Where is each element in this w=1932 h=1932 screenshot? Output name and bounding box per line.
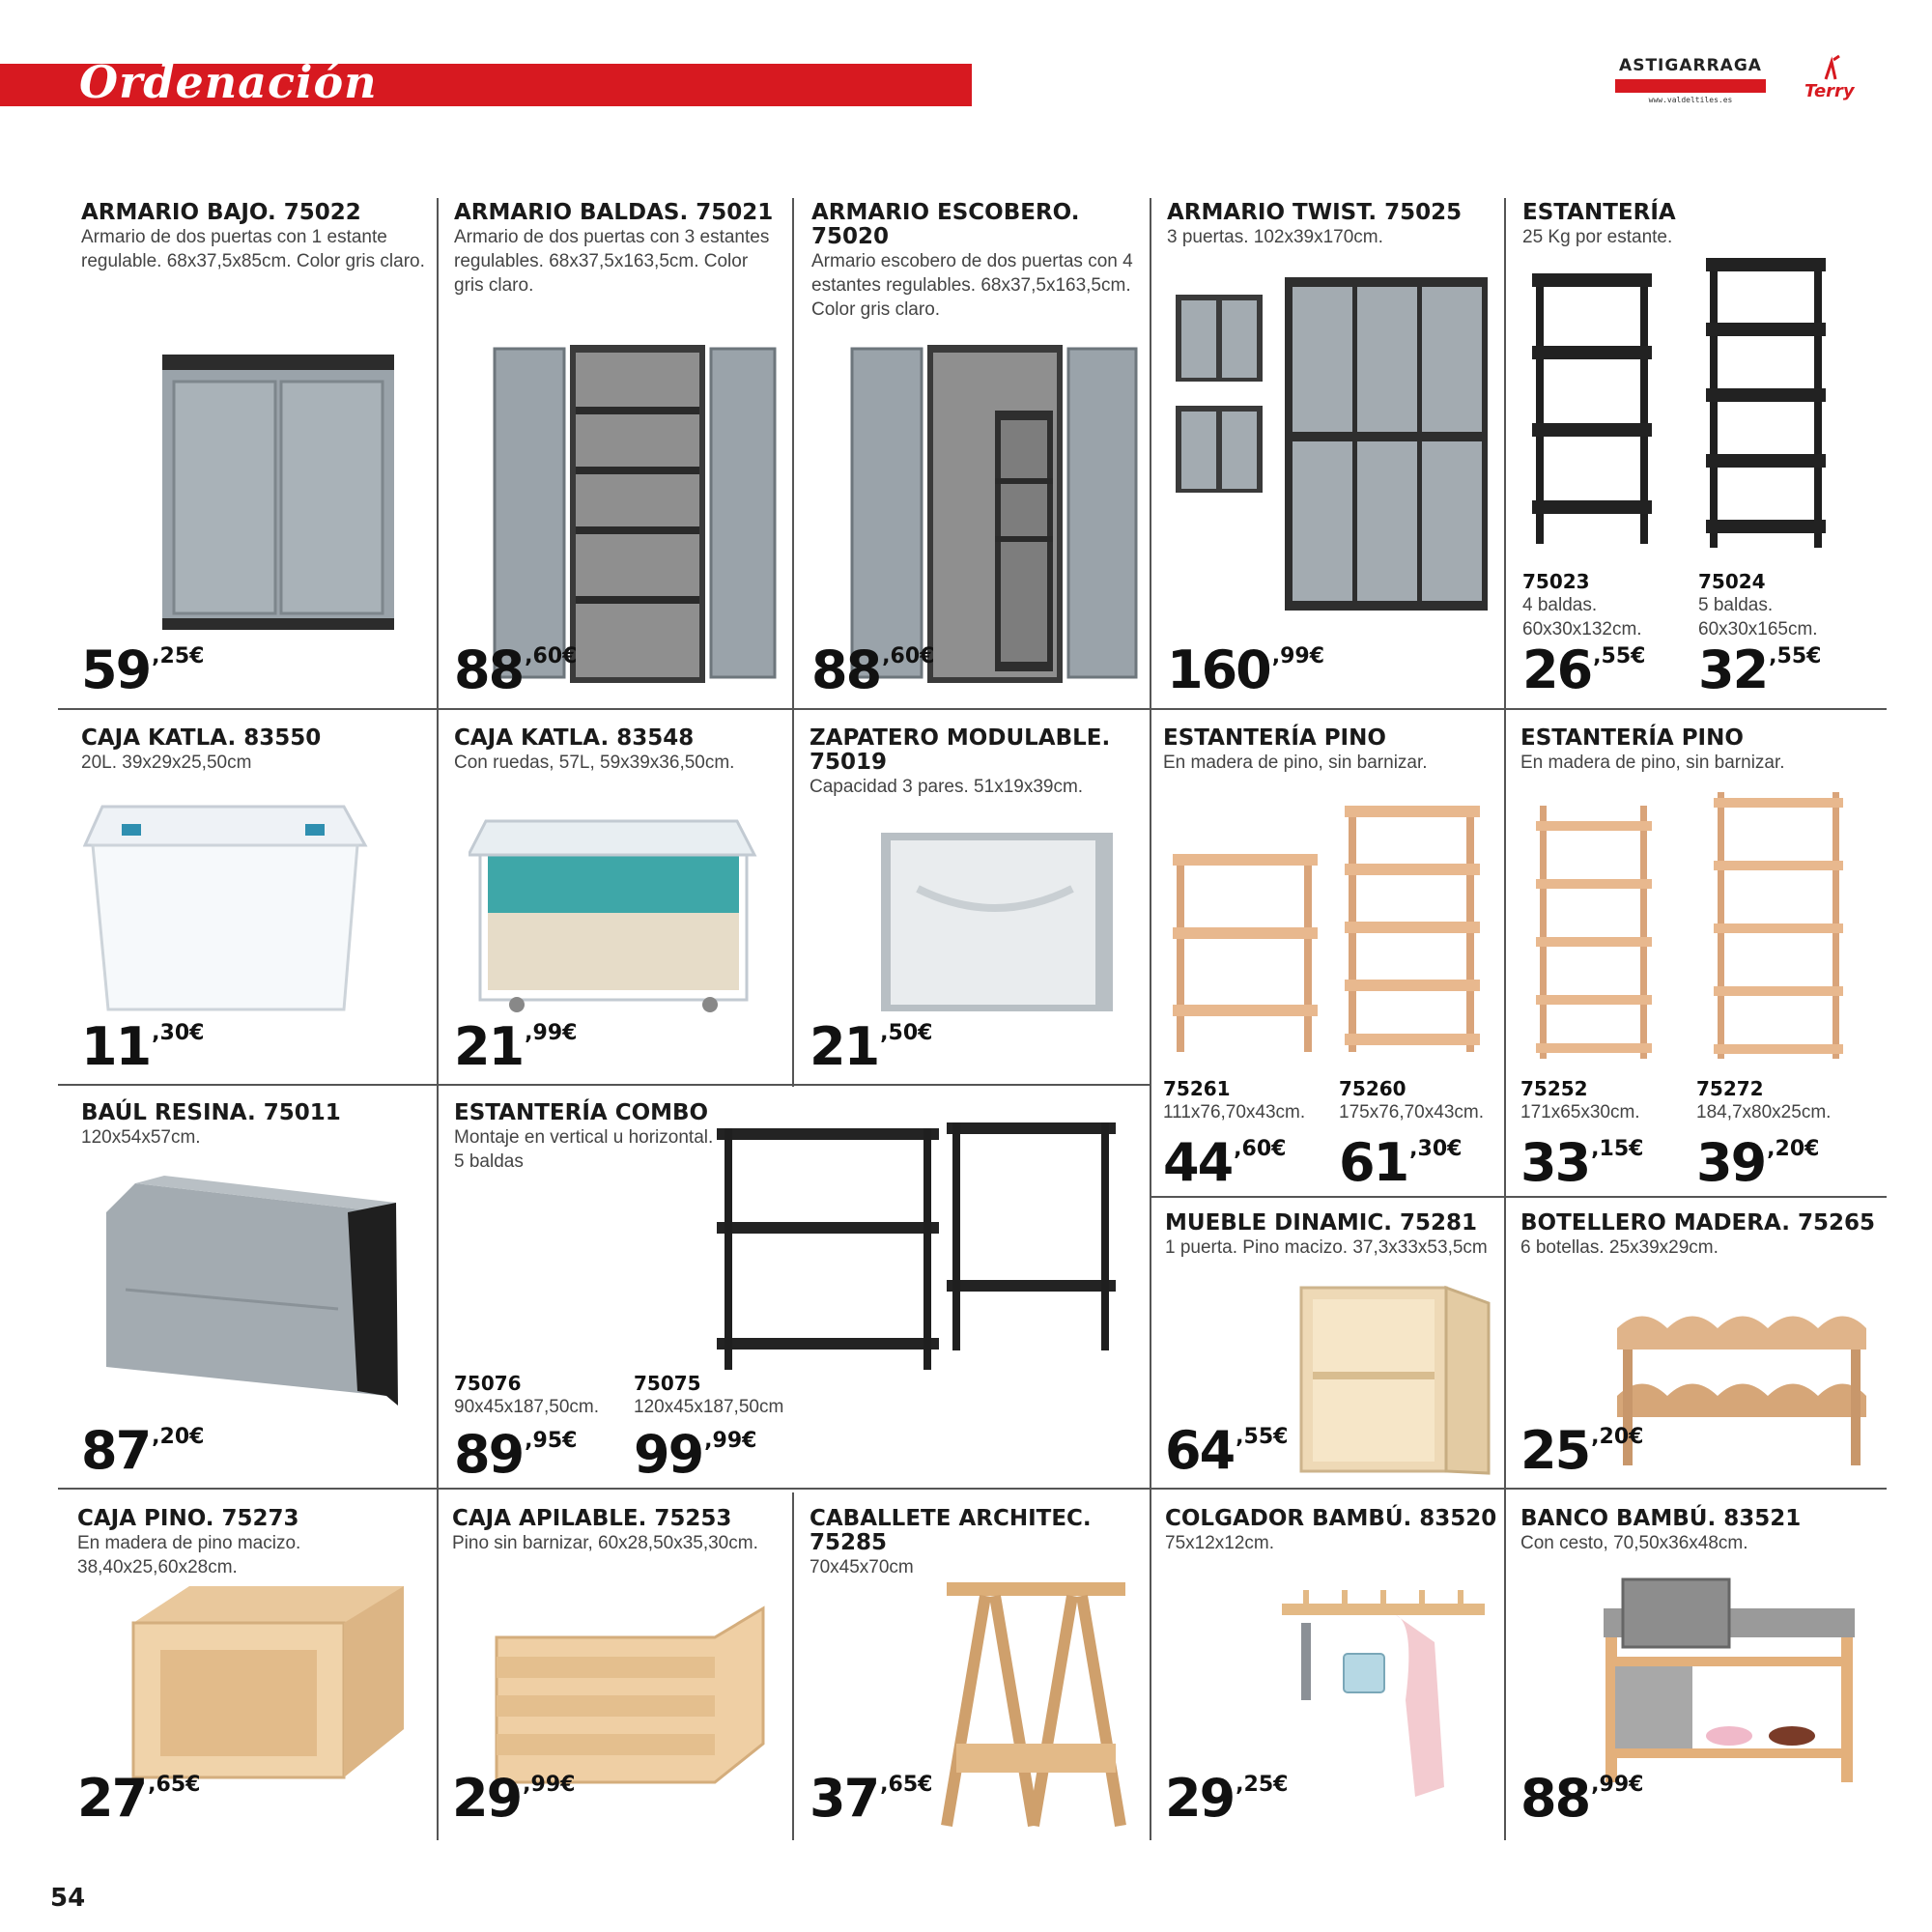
product-description: Con ruedas, 57L, 59x39x36,50cm. <box>454 753 735 773</box>
product-description: 1 puerta. Pino macizo. 37,3x33x53,5cm <box>1165 1237 1488 1258</box>
product-description: Capacidad 3 pares. 51x19x39cm. <box>810 777 1084 797</box>
cabinet-low-image <box>155 343 401 638</box>
product-price: 21,99€ <box>454 1016 578 1077</box>
product-description: Pino sin barnizar, 60x28,50x35,30cm. <box>452 1533 758 1553</box>
shoe-rack-image <box>879 831 1116 1014</box>
product-title: CAJA KATLA. 83548 <box>454 725 695 751</box>
product-title: ESTANTERÍA PINO <box>1163 725 1386 751</box>
product-mueble-dinamic[interactable] <box>1165 1211 1498 1260</box>
variant-75075: 75075 120x45x187,50cm <box>634 1372 784 1417</box>
product-title: MUEBLE DINAMIC. 75281 <box>1165 1210 1477 1236</box>
brand-logo-astigarraga <box>1615 56 1766 104</box>
product-title: ARMARIO ESCOBERO. 75020 <box>811 200 1080 249</box>
cabinet-twist-image <box>1174 275 1492 633</box>
product-price: 59,25€ <box>81 639 205 700</box>
product-description: En madera de pino, sin barnizar. <box>1163 753 1428 773</box>
product-title: CABALLETE ARCHITEC. 75285 <box>810 1506 1092 1555</box>
product-armario-twist[interactable] <box>1167 201 1495 249</box>
product-price: 88,60€ <box>811 639 935 700</box>
product-description: 25 Kg por estante. <box>1522 227 1673 247</box>
grid-divider <box>58 1084 1150 1086</box>
bamboo-bench-image <box>1594 1570 1869 1787</box>
stackable-crate-image <box>493 1599 773 1787</box>
product-description: 6 botellas. 25x39x29cm. <box>1520 1237 1719 1258</box>
grid-divider <box>58 708 1887 710</box>
product-description: 120x54x57cm. <box>81 1127 201 1148</box>
pine-shelf-narrow-image <box>1534 802 1655 1063</box>
plastic-shelf-4-image <box>1526 269 1662 558</box>
product-title: CAJA APILABLE. 75253 <box>452 1506 732 1531</box>
grid-divider <box>1150 198 1151 1840</box>
product-title: ARMARIO TWIST. 75025 <box>1167 200 1463 225</box>
variant-75023: 75023 4 baldas. 60x30x132cm. <box>1522 570 1642 639</box>
product-title: BANCO BAMBÚ. 83521 <box>1520 1506 1802 1531</box>
grid-divider <box>437 198 439 1840</box>
product-armario-bajo[interactable] <box>81 201 429 273</box>
product-price: 88,99€ <box>1520 1768 1644 1829</box>
grid-divider <box>1504 198 1506 1840</box>
resin-chest-image <box>97 1174 401 1415</box>
pine-shelf-wide-image <box>1712 788 1847 1064</box>
product-price: 88,60€ <box>454 639 578 700</box>
product-description: Armario de dos puertas con 1 estante regulable. 68x37,5x85cm. Color gris claro. <box>81 227 425 271</box>
product-caja-katla-83548[interactable] <box>454 726 782 775</box>
cabinet-broom-image <box>850 343 1140 691</box>
plastic-shelf-5-image <box>1700 253 1835 554</box>
product-price: 27,65€ <box>77 1768 201 1829</box>
product-price: 33,15€ <box>1520 1132 1644 1193</box>
variant-75252: 75252 171x65x30cm. <box>1520 1077 1640 1122</box>
product-armario-escobero[interactable] <box>811 201 1140 322</box>
product-price: 61,30€ <box>1339 1132 1463 1193</box>
product-price: 26,55€ <box>1522 639 1646 700</box>
product-caja-apilable[interactable] <box>452 1507 785 1555</box>
product-title: ESTANTERÍA PINO <box>1520 725 1744 751</box>
product-price: 11,30€ <box>81 1016 205 1077</box>
grid-divider <box>792 198 794 1087</box>
product-botellero[interactable] <box>1520 1211 1878 1260</box>
product-estanteria-pino-1[interactable] <box>1163 726 1496 775</box>
brand-name: ASTIGARRAGA <box>1619 56 1762 75</box>
product-banco[interactable] <box>1520 1507 1878 1555</box>
wine-rack-image <box>1613 1299 1869 1473</box>
product-description: En madera de pino macizo. 38,40x25,60x28cm. <box>77 1533 301 1577</box>
product-price: 29,25€ <box>1165 1768 1289 1829</box>
product-baul-resina[interactable] <box>81 1101 429 1150</box>
product-title: ESTANTERÍA COMBO <box>454 1100 709 1125</box>
product-description: Armario escobero de dos puertas con 4 estantes regulables. 68x37,5x163,5cm. Color gris claro. <box>811 251 1133 320</box>
product-title: ESTANTERÍA <box>1522 200 1676 225</box>
product-armario-baldas[interactable] <box>454 201 782 298</box>
bamboo-hanger-image <box>1280 1584 1488 1806</box>
product-caja-katla-83550[interactable] <box>81 726 429 775</box>
product-price: 37,65€ <box>810 1768 933 1829</box>
product-description: 70x45x70cm <box>810 1557 914 1577</box>
cabinet-shelves-image <box>493 343 778 686</box>
product-title: ARMARIO BAJO. 75022 <box>81 200 361 225</box>
product-colgador[interactable] <box>1165 1507 1498 1555</box>
product-description: 75x12x12cm. <box>1165 1533 1275 1553</box>
pine-shelf-short-image <box>1169 850 1323 1058</box>
product-title: BOTELLERO MADERA. 75265 <box>1520 1210 1875 1236</box>
page-number: 54 <box>50 1884 86 1913</box>
product-price: 29,99€ <box>452 1768 576 1829</box>
product-price: 39,20€ <box>1696 1132 1820 1193</box>
grid-divider <box>792 1492 794 1840</box>
variant-75260: 75260 175x76,70x43cm. <box>1339 1077 1484 1122</box>
brand-logo-terry <box>1797 54 1864 102</box>
product-title: BAÚL RESINA. 75011 <box>81 1100 341 1125</box>
pine-shelf-tall-image <box>1341 802 1486 1058</box>
product-description: 3 puertas. 102x39x170cm. <box>1167 227 1383 247</box>
variant-75076: 75076 90x45x187,50cm. <box>454 1372 599 1417</box>
product-price: 64,55€ <box>1165 1420 1289 1481</box>
product-caballete[interactable] <box>810 1507 1143 1579</box>
variant-75024: 75024 5 baldas. 60x30x165cm. <box>1698 570 1818 639</box>
product-description: Con cesto, 70,50x36x48cm. <box>1520 1533 1748 1553</box>
pine-cabinet-image <box>1299 1280 1492 1478</box>
brand-bar <box>1615 79 1766 93</box>
grid-divider <box>1150 1196 1887 1198</box>
product-price: 99,99€ <box>634 1424 757 1485</box>
terry-logo-icon <box>1797 54 1864 83</box>
product-price: 160,99€ <box>1167 639 1325 700</box>
grid-divider <box>58 1488 1887 1490</box>
product-price: 44,60€ <box>1163 1132 1287 1193</box>
product-estanteria[interactable] <box>1522 201 1880 249</box>
product-description: 20L. 39x29x25,50cm <box>81 753 252 773</box>
product-title: CAJA KATLA. 83550 <box>81 725 322 751</box>
brand-url: www.valdeltiles.es <box>1648 96 1733 104</box>
variant-75272: 75272 184,7x80x25cm. <box>1696 1077 1832 1122</box>
trestle-image <box>927 1575 1140 1831</box>
product-estanteria-pino-2[interactable] <box>1520 726 1878 775</box>
storage-box-wheels-image <box>469 802 758 1019</box>
product-price: 25,20€ <box>1520 1420 1644 1481</box>
combo-shelf-image <box>715 1121 1121 1377</box>
product-caja-pino[interactable] <box>77 1507 430 1579</box>
product-title: ARMARIO BALDAS. 75021 <box>454 200 774 225</box>
product-estanteria-combo[interactable] <box>454 1101 715 1174</box>
product-price: 89,95€ <box>454 1424 578 1485</box>
brand-terry-text: Terry <box>1804 81 1855 101</box>
pine-crate-image <box>131 1584 407 1782</box>
product-description: En madera de pino, sin barnizar. <box>1520 753 1785 773</box>
product-title: COLGADOR BAMBÚ. 83520 <box>1165 1506 1497 1531</box>
variant-75261: 75261 111x76,70x43cm. <box>1163 1077 1306 1122</box>
product-title: ZAPATERO MODULABLE. 75019 <box>810 725 1111 775</box>
product-zapatero[interactable] <box>810 726 1138 799</box>
product-title: CAJA PINO. 75273 <box>77 1506 299 1531</box>
section-title: Ordenación <box>79 56 378 108</box>
product-description: Armario de dos puertas con 3 estantes regulables. 68x37,5x163,5cm. Color gris claro. <box>454 227 770 296</box>
product-description: Montaje en vertical u horizontal. 5 baldas <box>454 1127 714 1172</box>
product-price: 32,55€ <box>1698 639 1822 700</box>
product-price: 21,50€ <box>810 1016 933 1077</box>
storage-box-image <box>83 797 368 1024</box>
product-price: 87,20€ <box>81 1420 205 1481</box>
